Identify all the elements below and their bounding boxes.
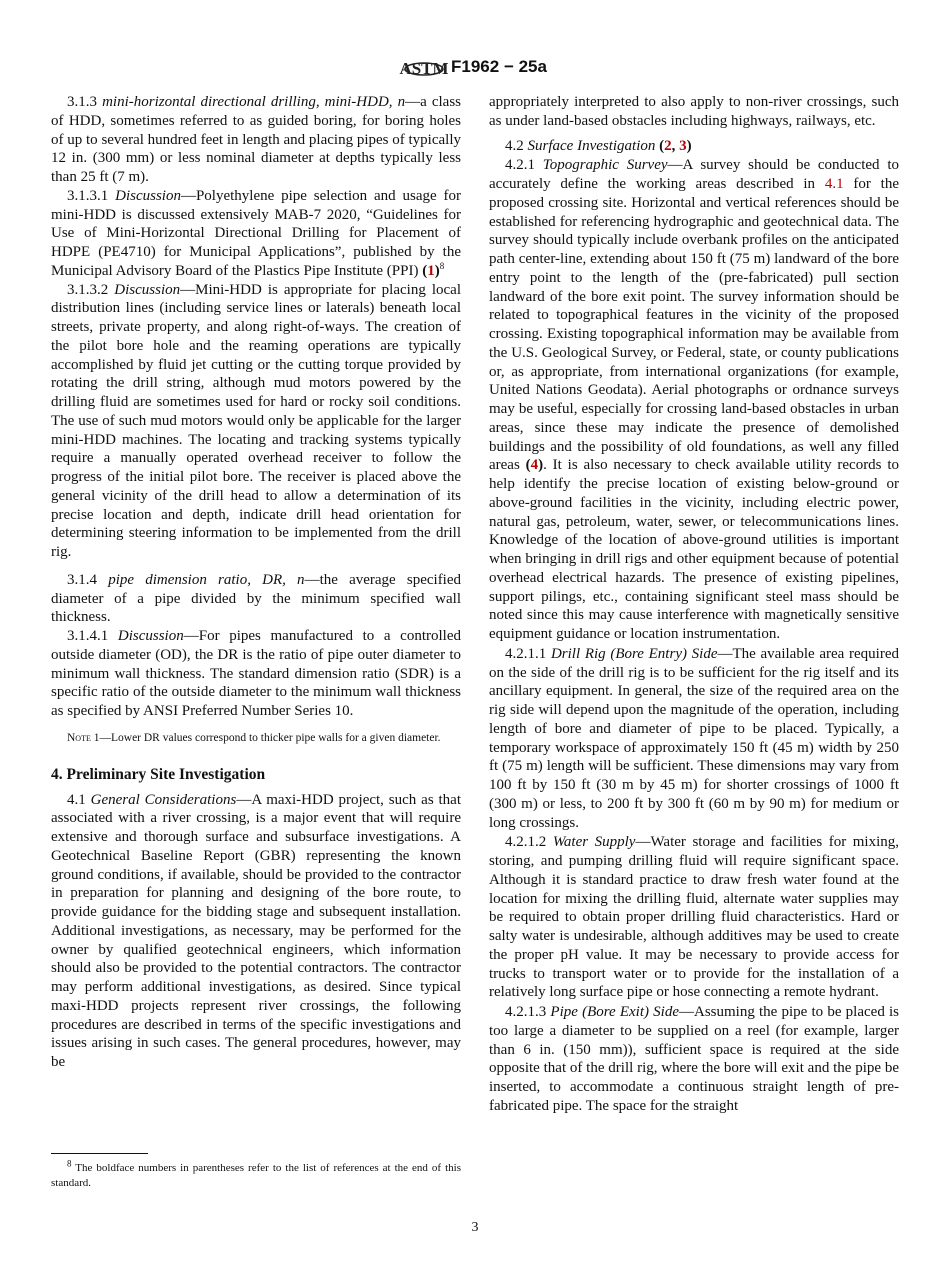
paragraph — [51, 187, 461, 281]
footnote-divider — [51, 1153, 148, 1154]
text-run: ( — [659, 137, 665, 154]
text-run: 4.2.1.2 — [505, 834, 553, 851]
reference-link[interactable]: 3 — [679, 137, 687, 154]
term: Drill Rig (Bore Entry) Side — [550, 645, 718, 662]
term: pipe dimension ratio, DR, n — [108, 571, 305, 588]
text-run: 4.2 — [505, 137, 528, 154]
right-column — [489, 93, 899, 1116]
text-run: —Mini-HDD is appropriate for placing local distribution lines (including service lines or laterals) beneath local streets, private property, and along right-of-ways. The creation of the pilot bore hole and the reaming operations are typically accomplished by fluid jet cutting or the cutting torque provided by rotating the drill string, although mud motors powered by the drilling fluid are sometimes used for hard or rocky soil conditions. The use of such mud motors would only be applicable for the larger mini-HDD machines. The locating and tracking systems typically require a manually operated overhead receiver to follow the progress of the initial pilot bore. The receiver is placed above the general vicinity of the drill head to allow a determination of its precise location and depth, indicate drill head orientation for determining steering information to be implemented from the drill rig. — [51, 281, 462, 560]
paragraph — [489, 833, 899, 1002]
paragraph — [489, 93, 899, 131]
page-header — [0, 52, 950, 87]
text-run: 3.1.3.1 — [67, 187, 116, 204]
term: Discussion — [115, 187, 181, 204]
text-run: —Water storage and facilities for mixing, storing, and pumping drilling fluid will require significant space. Although it is standard practice to draw fresh water found at the location for mixing the drilling fluid, alternate water supplies may be required to obtain proper drilling fluid characteristics. Hard or salty water is undesirable, although additives may be used to create the proper pH value. It may be necessary to provide access for trucks to transport water or to provide for the installation of a relatively long surface pipe or hose connecting a remote hydrant. — [489, 834, 900, 1001]
text-run: for the proposed crossing site. Horizontal and vertical references should be established for referencing hydrographic and geotechnical data. The survey should typically include overbank profiles on the anticipated path center-line, extending about 150 ft (75 m) landward of the bore entry point to the length of the (pre-fabricated) pull section landward of the bore exit point. The survey information should be related to topographical features in the vicinity of the proposed crossing. Existing topographical information may be available from the U.S. Geological Survey, or Federal, state, or county publications or, as appropriate, from international organizations (for example, United Nations Geodata). Aerial photographs or ordnance surveys may be useful, especially for crossing land-based obstacles in urban areas, since these may indicate the presence of demolished buildings and the possibility of old foundations, as well any filled areas — [489, 176, 899, 474]
term: General Considerations — [90, 791, 237, 808]
paragraph — [489, 156, 899, 644]
footnote-text: The boldface numbers in parentheses refer to the list of references at the end of this standard. — [51, 1162, 461, 1189]
text-run: 4.2.1.1 — [505, 645, 551, 662]
note-text: —Lower DR values correspond to thicker pipe walls for a given diameter. — [99, 731, 441, 744]
text-run: —Assuming the pipe to be placed is too large a diameter to be supplied on a reel (for example, larger than 6 in. (150 mm)), sufficient space is required at the side opposite that of the drill rig, where the bore will exit and the pipe be inserted, to accommodate a continuous straight length of pre-fabricated pipe. The space for the straight — [489, 1004, 899, 1114]
reference-link[interactable]: 2 — [664, 137, 672, 154]
text-run: —A survey should be conducted to accurately define the working areas described in — [489, 157, 899, 192]
text-run: —A maxi-HDD project, such as that associated with a river crossing, is a major event that will require extensive and thorough surface and subsurface investigations. A Geotechnical Baseline Report (GBR) representing the known ground conditions, if available, should be provided to the contractor in preparation for planning and designing of the bore route, to provide guidance for the bidding stage and subsequent installation. Additional investigations, as necessary, may be performed for the owner by qualified geotechnical engineers, which information should also be provided to the potential contractors. The contractor may perform additional investigations, as desired. Since typical maxi-HDD projects represent river crossings, the following procedures are described in terms of the specific investigations and issues arising in such cases. The general procedures, however, may be — [51, 791, 462, 1070]
text-run: , — [671, 137, 680, 154]
paragraph — [51, 791, 461, 1072]
paragraph — [489, 645, 899, 833]
term: Discussion — [117, 628, 184, 644]
term: Topographic Survey — [542, 157, 668, 174]
paragraph — [51, 571, 461, 627]
paragraph — [51, 627, 461, 721]
reference-link[interactable]: 4.1 — [824, 176, 844, 192]
text-run: 4.1 — [67, 791, 91, 808]
text-run: . It is also necessary to check available utility records to help identify the precise location of existing below-ground or above-ground facilities in the vicinity, including electric power, natural gas, petroleum, water, sewer, or telecommunications lines. Knowledge of the location of above-ground utilities is important when bringing in drill rigs and other equipment because of potential overhead electrical hazards. The presence of existing pipelines, support pilings, etc., containing significant steel mass should be noted since this may cause interference with magnetically sensitive equipment guidance or location instrumentation. — [489, 457, 899, 642]
svg-text:ASTM: ASTM — [399, 59, 449, 78]
section-heading: 4. Preliminary Site Investigation — [51, 765, 266, 783]
text-run: ) — [686, 137, 692, 154]
note-1 — [51, 731, 461, 746]
text-run: ) — [538, 457, 544, 474]
paragraph — [51, 281, 461, 562]
text-run: —The available area required on the side of the drill rig is to be sufficient for the rig itself and its ancillary equipment. In general, the size of the required area on the rig side will depend upon the magnitude of the operation, including length of bore and diameter of pipe to be placed. Typically, a temporary workspace of approximately 150 ft (45 m) width by 250 ft (75 m) length will be sufficient. These dimensions may vary from 100 ft by 150 ft (30 m by 45 m) for shorter crossings of 1000 ft (300 m) or less, to 200 ft by 300 ft (60 m by 90 m) for medium or long crossings. — [489, 645, 899, 831]
footnote-8 — [51, 1158, 461, 1191]
footnote-mark: 8 — [67, 1158, 72, 1169]
text-run: 3.1.4 — [67, 571, 109, 588]
term: Surface Investigation — [527, 137, 656, 154]
paragraph — [489, 1003, 899, 1116]
term: Discussion — [114, 281, 181, 298]
reference-link[interactable]: 4 — [530, 457, 539, 474]
document-id: F1962 − 25a — [451, 57, 547, 76]
paragraph — [51, 93, 461, 187]
text-run: 3.1.3 — [67, 94, 103, 110]
text-run: ) — [434, 262, 440, 279]
term: mini-horizontal directional drilling, mini-HDD, n — [102, 94, 406, 110]
page-number: 3 — [471, 1220, 479, 1235]
text-run: —the average specified diameter of a pipe divided by the minimum specified wall thickness. — [51, 571, 462, 626]
left-column — [51, 93, 461, 1072]
term: Pipe (Bore Exit) Side — [550, 1004, 679, 1020]
text-run: 4.2.1 — [505, 157, 543, 174]
term: Water Supply — [552, 834, 636, 851]
text-run: —For pipes manufactured to a controlled outside diameter (OD), the DR is the ratio of pipe outer diameter to minimum wall thickness. The standard dimension ratio (SDR) is a specific ratio of the outside diameter to the minimum wall thickness as specified by ANSI Preferred Number Series 10. — [51, 628, 461, 719]
paragraph — [489, 137, 899, 156]
note-label: Note 1 — [67, 731, 100, 744]
reference-link[interactable]: 1 — [427, 262, 435, 279]
text-run: ( — [422, 262, 428, 279]
footnote-ref: 8 — [439, 260, 445, 271]
text-run: —a class of HDD, sometimes referred to as guided boring, for boring holes of up to several hundred feet in length and placing pipes of typically 12 in. (300 mm) or less nominal diameter at depths typically less than 25 ft (7 m). — [51, 94, 462, 185]
text-run: 3.1.4.1 — [67, 628, 118, 644]
astm-logo-icon — [399, 52, 449, 82]
text-run: —Polyethylene pipe selection and usage for mini-HDD is discussed extensively MAB-7 2020, “Guidelines for Use of Mini-Horizontal Directional Drilling for Placement of HDPE (PE4710) for Municipal Applications”, published by the Municipal Advisory Board of the Plastics Pipe Institute (PPI) — [51, 187, 461, 279]
text-run: 4.2.1.3 — [505, 1004, 551, 1020]
text-run: 3.1.3.2 — [67, 281, 115, 298]
text-run: appropriately interpreted to also apply to non-river crossings, such as under land-based obstacles including highways, railways, etc. — [489, 94, 899, 129]
text-run: ( — [525, 457, 531, 474]
